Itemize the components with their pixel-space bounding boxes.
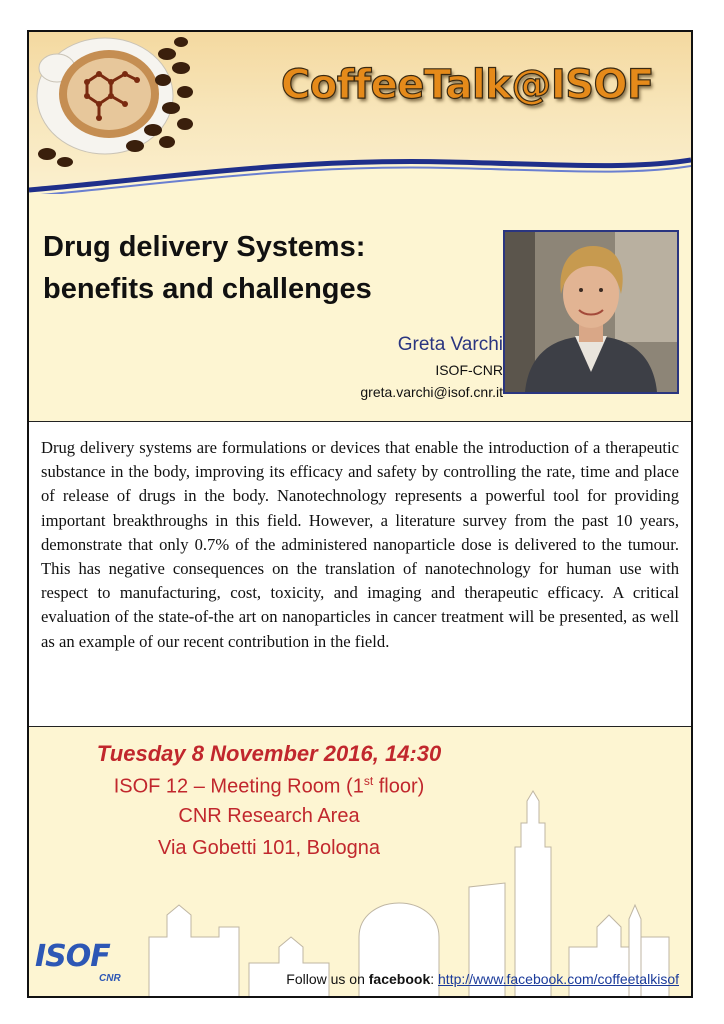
event-address: Via Gobetti 101, Bologna	[157, 837, 381, 859]
talk-section	[29, 198, 691, 418]
cnr-logo-text: CNR	[99, 973, 121, 984]
header-banner	[29, 32, 691, 194]
event-area: CNR Research Area	[178, 805, 360, 827]
brand-title: CoffeeTalk@ISOF	[281, 62, 654, 108]
event-section	[29, 727, 691, 996]
speaker-photo-image	[505, 232, 677, 392]
speaker-email[interactable]: greta.varchi@isof.cnr.it	[360, 384, 503, 400]
speaker-affiliation: ISOF-CNR	[435, 362, 503, 378]
follow-colon: :	[430, 971, 439, 987]
follow-line	[286, 971, 679, 987]
speaker-photo	[503, 230, 679, 394]
talk-title-line2: benefits and challenges	[43, 273, 372, 305]
event-room-prefix: ISOF 12 – Meeting Room (1	[113, 775, 364, 798]
event-date: Tuesday 8 November 2016, 14:30	[96, 741, 442, 766]
event-room-sup: st	[363, 774, 374, 788]
abstract-text: Drug delivery systems are formulations or devices that enable the introduction of a therapeutic substance in the body, improving its efficacy and safety by controlling the rate, time and place of release of drugs in the body. Nanotechnology represents a powerful tool for providing important breakthroughs in this field. However, a literature survey from the past 10 years, demonstrate that only 0.7% of the administered nanoparticle dose is delivered to the tumour. This has negative consequences on the translation of nanotechnology for human use with respect to manufacturing, cost, toxicity, and imaging and therapeutic efficacy. A critical evaluation of the state-of-the art on nanoparticles in cancer treatment will be presented, as well as an example of our recent contribution in the field.	[41, 438, 679, 651]
abstract-box	[29, 421, 691, 727]
talk-title-line1: Drug delivery Systems:	[43, 231, 366, 263]
follow-prefix: Follow us on	[286, 971, 369, 987]
follow-platform: facebook	[368, 971, 431, 987]
talk-title	[43, 226, 483, 310]
isof-logo: ISOF	[35, 939, 110, 974]
facebook-link[interactable]: http://www.facebook.com/coffeetalkisof	[438, 971, 679, 987]
coffee-cup-image	[35, 34, 195, 169]
banner-wave	[29, 152, 691, 194]
event-room-suffix: floor)	[373, 775, 425, 798]
speaker-name: Greta Varchi	[397, 334, 503, 355]
event-room	[29, 774, 509, 799]
poster	[27, 30, 693, 998]
